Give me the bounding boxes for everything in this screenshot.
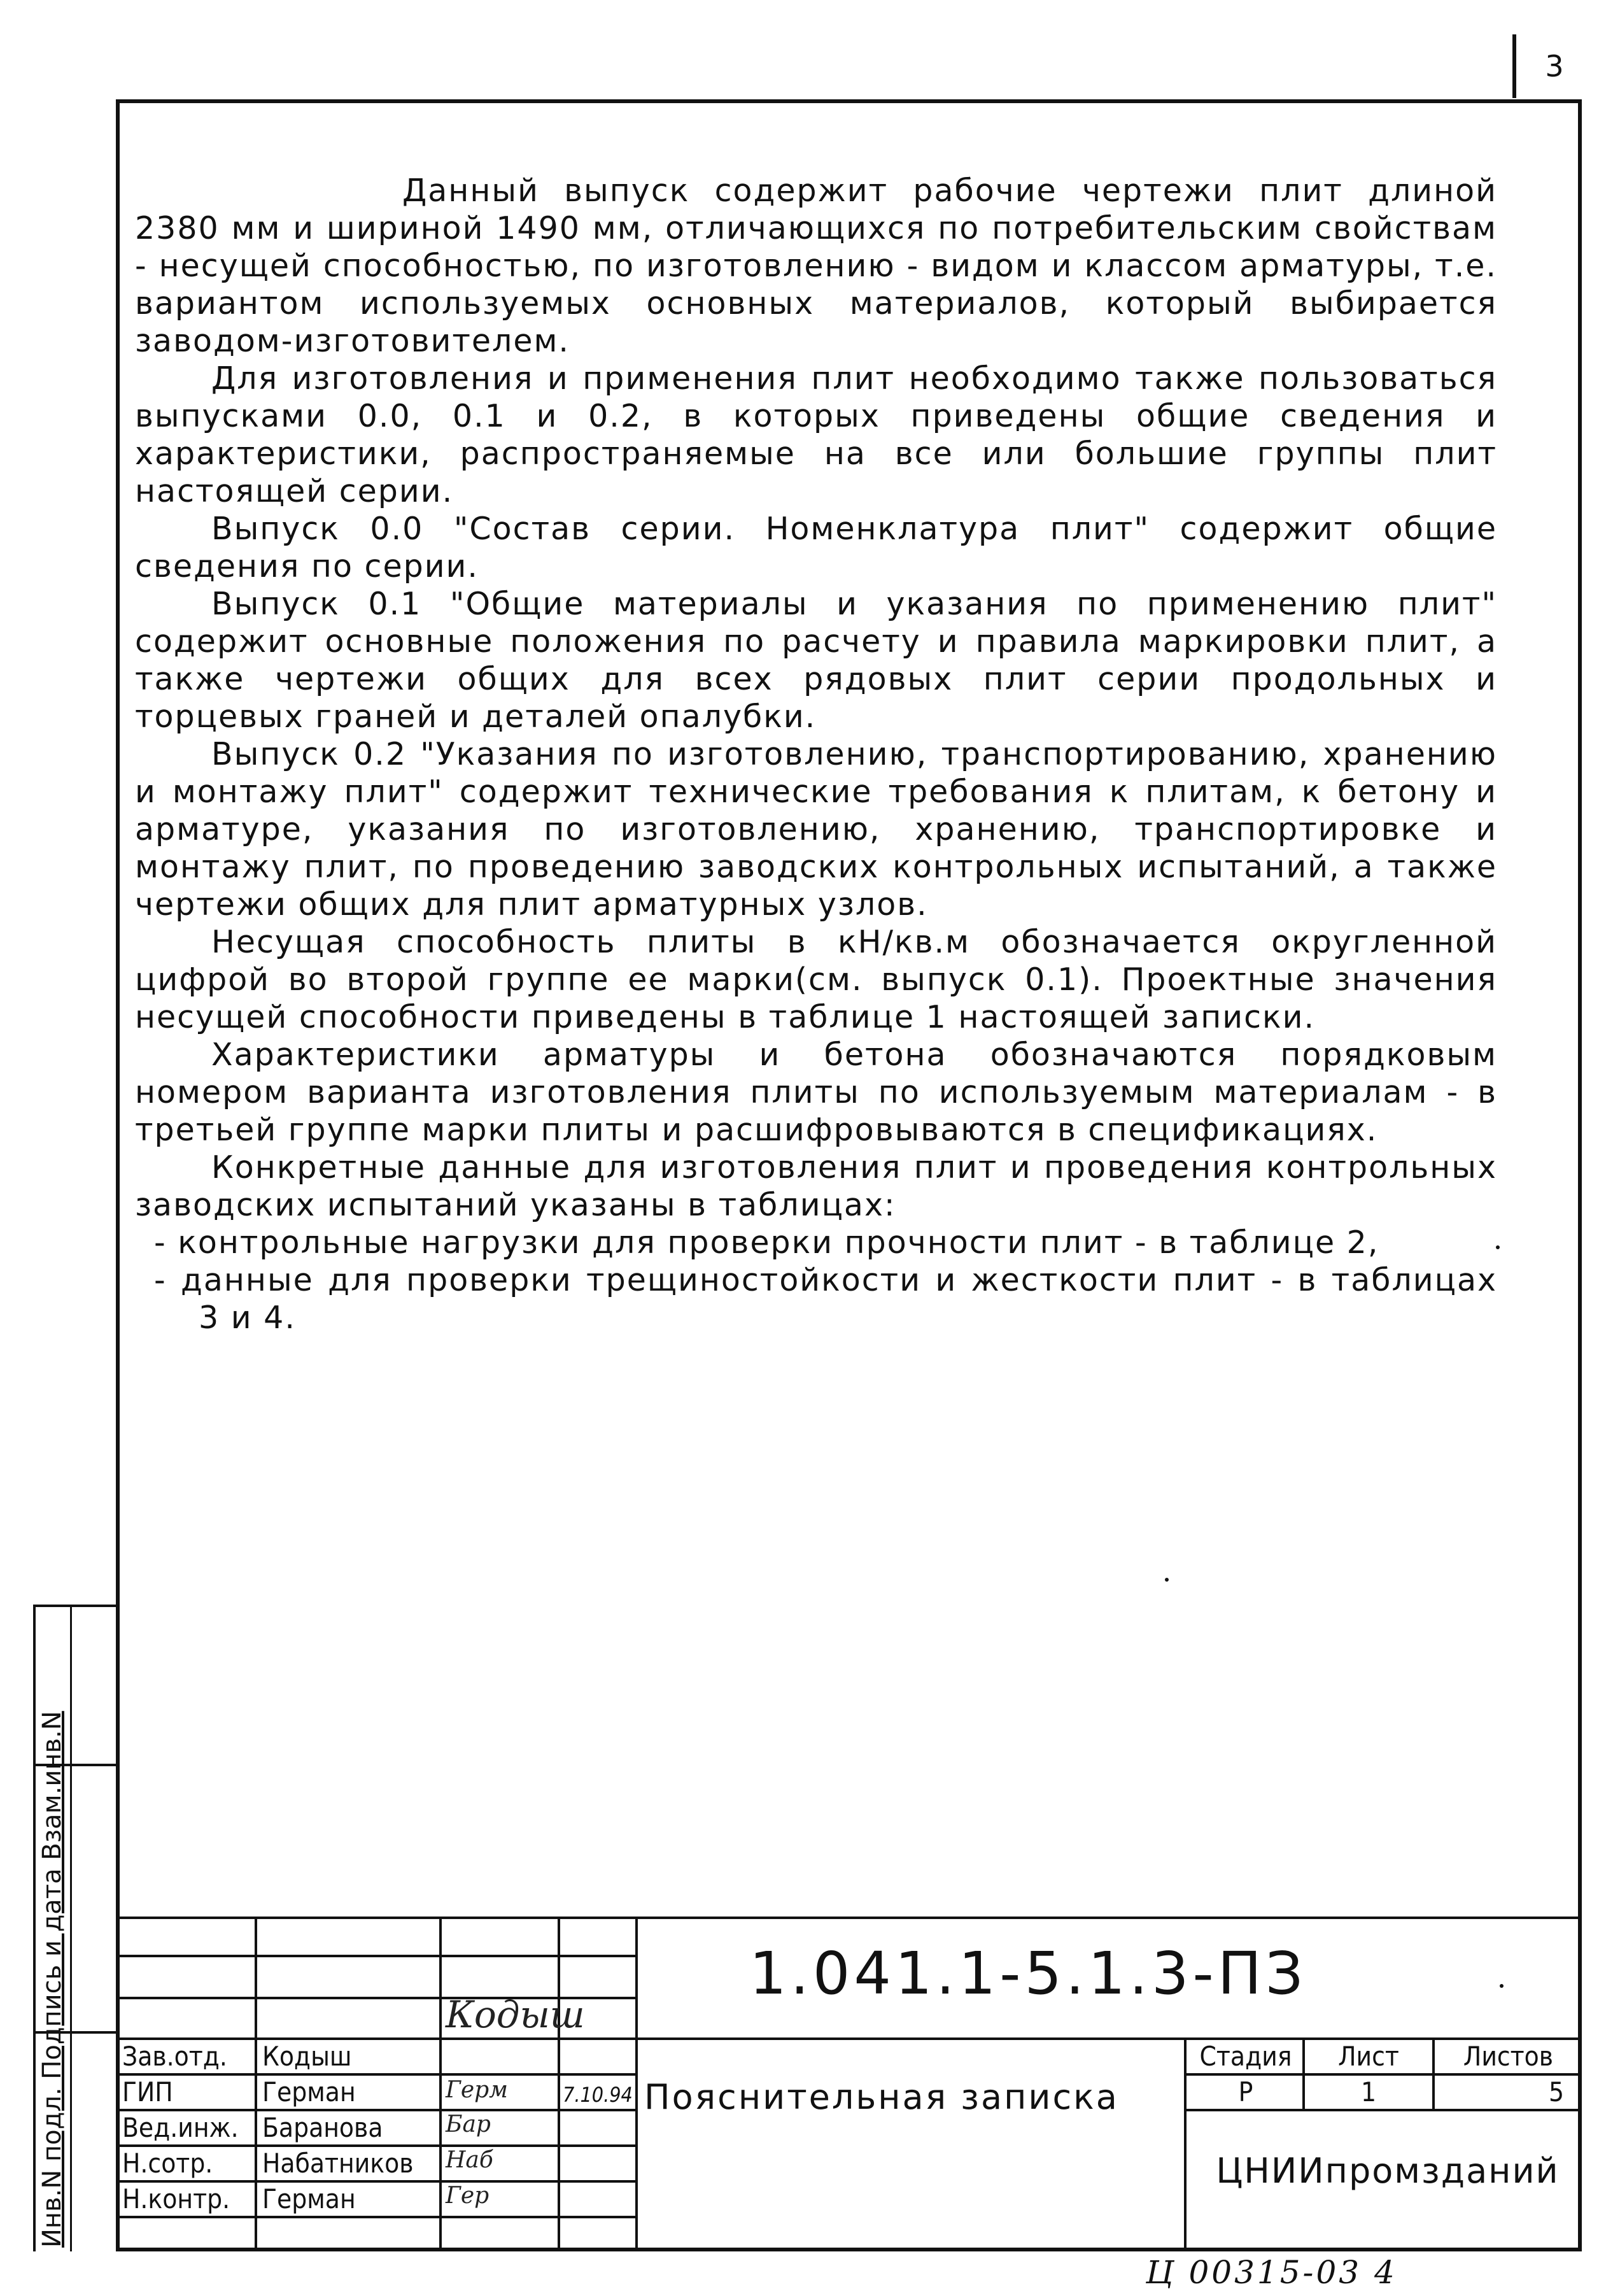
scan-speck xyxy=(1496,1245,1500,1249)
sheet-value: 1 xyxy=(1360,2076,1377,2108)
list-item: - данные для проверки трещиностойкости и жесткости плит - в таблицах 3 и 4. xyxy=(154,1262,1497,1336)
paragraph: Выпуск 0.1 "Общие материалы и указания по применению плит" содержит основные положения по расчету и правила маркировки плит, а также чертежи общих для всех рядовых плит серии продольных и торцевых граней и деталей опалубки. xyxy=(135,586,1497,735)
explanatory-text xyxy=(135,172,1497,1336)
title-block-col xyxy=(1302,2037,1305,2109)
paragraph: Характеристики арматуры и бетона обозначаются порядковым номером варианта изготовления плиты по используемым материалам - в третьей группе марки плиты и расшифровываются в спецификациях. xyxy=(135,1037,1497,1148)
signer-name: Герман xyxy=(262,2076,356,2108)
stage-value: Р xyxy=(1238,2076,1253,2108)
signer-role: ГИП xyxy=(122,2076,173,2108)
signature-date: 7.10.94 xyxy=(563,2083,633,2107)
signature: Герм xyxy=(446,2077,509,2103)
binding-strip-divider xyxy=(70,1605,72,2251)
organization-name: ЦНИИпромзданий xyxy=(1216,2151,1560,2191)
sheet-header: Лист xyxy=(1338,2041,1399,2072)
signer-name: Баранова xyxy=(262,2112,383,2143)
document-designation: 1.041.1-5.1.3-ПЗ xyxy=(749,1939,1307,2008)
signer-role: Вед.инж. xyxy=(122,2112,239,2143)
paragraph: Несущая способность плиты в кН/кв.м обозначается округленной цифрой во второй группе ее марки(см. выпуск 0.1). Проектные значения несущей способности приведены в таблице 1 настоящей записки. xyxy=(135,924,1497,1035)
document-title: Пояснительная записка xyxy=(644,2077,1119,2117)
sheets-value: 5 xyxy=(1548,2076,1564,2108)
title-block-col xyxy=(1184,2037,1187,2251)
signature: Гер xyxy=(446,2183,490,2209)
sheets-header: Листов xyxy=(1463,2041,1554,2072)
signer-name: Кодыш xyxy=(262,2041,352,2072)
title-block-col xyxy=(635,1917,638,2251)
paragraph: Выпуск 0.0 "Состав серии. Номенклатура плит" содержит общие сведения по серии. xyxy=(135,511,1497,585)
signature: Кодыш xyxy=(446,1993,585,2036)
title-block-col xyxy=(1432,2037,1435,2109)
binding-strip-label: Инв.N подл. Подпись и дата Взам.инв.N xyxy=(38,1711,67,2248)
signer-name: Герман xyxy=(262,2183,356,2215)
scan-speck xyxy=(1165,1578,1169,1582)
signer-role: Н.сотр. xyxy=(122,2148,213,2179)
title-block-col xyxy=(558,1917,560,2251)
stage-header: Стадия xyxy=(1199,2041,1292,2072)
sheet-number: 3 xyxy=(1512,34,1593,98)
title-block-col xyxy=(439,1917,442,2251)
paragraph: Для изготовления и применения плит необходимо также пользоваться выпусками 0.0, 0.1 и 0.2, в которых приведены общие сведения и характеристики, распространяемые на все или большие группы плит настоящей серии. xyxy=(135,360,1497,509)
paragraph: Данный выпуск содержит рабочие чертежи плит длиной 2380 мм и шириной 1490 мм, отличающихся по потребительским свойствам - несущей способностью, по изготовлению - видом и классом арматуры, т.е. вариантом используемых основных материалов, который выбирается заводом-изготовителем. xyxy=(135,173,1497,359)
signature: Бар xyxy=(446,2111,491,2137)
title-block-col xyxy=(255,1917,257,2251)
signer-role: Зав.отд. xyxy=(122,2041,227,2072)
handwritten-archive-number: Ц 00315-03 4 xyxy=(1146,2254,1397,2291)
scan-speck xyxy=(1500,1984,1504,1988)
signer-role: Н.контр. xyxy=(122,2183,230,2215)
signer-name: Набатников xyxy=(262,2148,414,2179)
paragraph: Выпуск 0.2 "Указания по изготовлению, транспортированию, хранению и монтажу плит" содержит технические требования к плитам, к бетону и арматуре, указания по изготовлению, хранению, транспортировке и монтажу плит, по проведению заводских контрольных испытаний, а также чертежи общих для плит арматурных узлов. xyxy=(135,736,1497,923)
title-block-top-rule xyxy=(116,1917,1582,1919)
signature: Наб xyxy=(446,2147,493,2173)
paragraph: Конкретные данные для изготовления плит и проведения контрольных заводских испытаний указаны в таблицах: xyxy=(135,1149,1497,1223)
list-item: - контрольные нагрузки для проверки прочности плит - в таблице 2, xyxy=(154,1224,1379,1261)
